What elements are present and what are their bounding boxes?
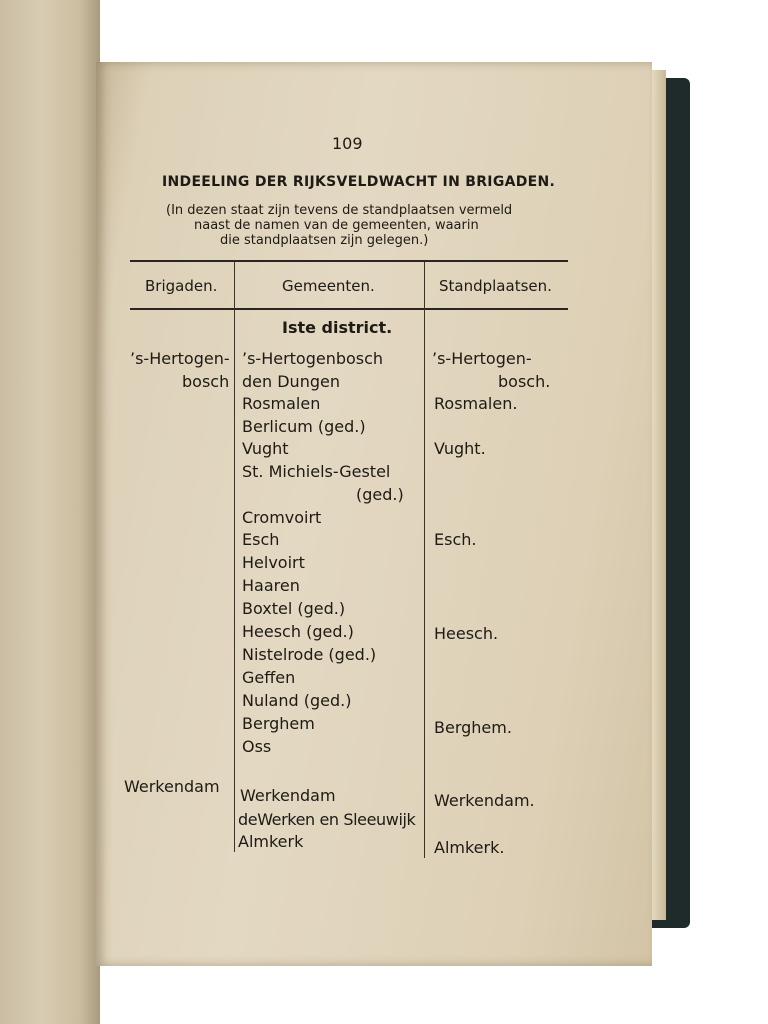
gemeente: Almkerk (238, 832, 304, 851)
gemeente: Heesch (ged.) (242, 622, 354, 641)
gemeente: Nuland (ged.) (242, 691, 352, 710)
right-page (96, 62, 652, 966)
page-title: INDEELING DER RIJKSVELDWACHT IN BRIGADEN. (162, 174, 556, 190)
gemeente: Vught (242, 439, 289, 458)
header-brigaden: Brigaden. (145, 277, 218, 295)
standplaats: Vught. (434, 439, 486, 458)
standplaats: Heesch. (434, 624, 499, 643)
gemeente: ’s-Hertogenbosch (242, 349, 384, 368)
gemeente: Oss (242, 737, 272, 756)
standplaats: Almkerk. (434, 838, 505, 857)
header-gemeenten: Gemeenten. (282, 277, 375, 295)
gemeente: Esch (242, 530, 280, 549)
standplaats: ’s-Hertogen- (432, 349, 532, 368)
gemeente: St. Michiels-Gestel (242, 462, 391, 481)
brigade-name: bosch (182, 372, 230, 391)
gemeente: Werkendam (240, 786, 336, 805)
page-number: 109 (332, 134, 363, 153)
gemeente: Geffen (242, 668, 296, 687)
gemeente: Haaren (242, 576, 300, 595)
note-line: (In dezen staat zijn tevens de standplaatsen vermeld (166, 203, 513, 218)
note-line: die standplaatsen zijn gelegen.) (220, 233, 429, 248)
standplaats: Esch. (434, 530, 477, 549)
gemeente: Berlicum (ged.) (242, 417, 366, 436)
gemeente: den Dungen (242, 372, 340, 391)
gemeente: Rosmalen (242, 394, 321, 413)
gemeente: Helvoirt (242, 553, 305, 572)
column-divider (234, 262, 235, 852)
gemeente: deWerken en Sleeuwijk (238, 810, 416, 829)
header-standplaatsen: Standplaatsen. (439, 277, 552, 295)
gemeente: (ged.) (356, 485, 404, 504)
standplaats: Rosmalen. (434, 394, 518, 413)
column-divider (424, 262, 425, 858)
gemeente: Berghem (242, 714, 315, 733)
gemeente: Boxtel (ged.) (242, 599, 346, 618)
header-bottom-rule (130, 308, 568, 310)
standplaats: bosch. (498, 372, 551, 391)
brigade-name: ’s-Hertogen- (130, 349, 230, 368)
left-page (0, 0, 100, 1024)
gemeente: Cromvoirt (242, 508, 322, 527)
district-heading: Iste district. (282, 318, 393, 337)
table-top-rule (130, 260, 568, 262)
brigade-name: Werkendam (124, 777, 220, 796)
standplaats: Berghem. (434, 718, 512, 737)
standplaats: Werkendam. (434, 791, 535, 810)
note-line: naast de namen van de gemeenten, waarin (194, 218, 479, 233)
gemeente: Nistelrode (ged.) (242, 645, 377, 664)
